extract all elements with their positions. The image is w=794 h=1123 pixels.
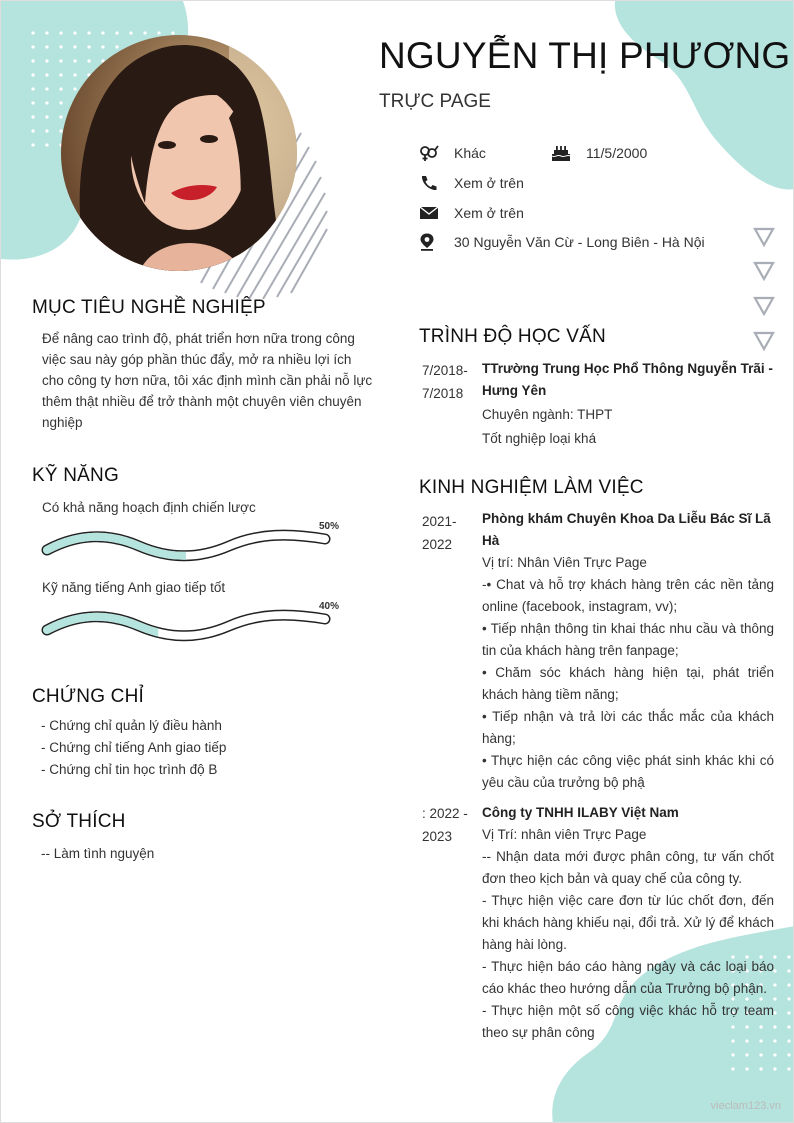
experience-date-end: 2023 (422, 829, 453, 844)
education-major: Chuyên ngành: THPT (482, 407, 613, 422)
experience-line: -- Nhận data mới được phân công, tư vấn chốt đơn theo kịch bản và quay chế của công ty. (482, 849, 774, 886)
certificate-item: - Chứng chỉ quản lý điều hành (41, 718, 222, 733)
location-pin-icon (419, 233, 439, 251)
experience-role: Vị trí: Nhân Viên Trực Page (482, 555, 647, 570)
experience-date-start: 2021- (422, 514, 457, 529)
certificates-title: CHỨNG CHỈ (32, 686, 144, 707)
hobbies-title: SỞ THÍCH (32, 811, 126, 832)
experience-title: KINH NGHIỆM LÀM VIỆC (419, 477, 644, 498)
job-position: TRỰC PAGE (379, 91, 491, 112)
company-name: Phòng khám Chuyên Khoa Da Liễu Bác Sĩ Lã Hà (482, 511, 771, 548)
watermark: vieclam123.vn (710, 1100, 781, 1112)
experience-line: - Thực hiện báo cáo hàng ngày và các loại báo cáo khác theo hướng dẫn của Trưởng bộ phận. (482, 959, 774, 996)
candidate-name: NGUYỄN THỊ PHƯƠNG (379, 35, 791, 76)
school-name: TTrường Trung Học Phổ Thông Nguyễn Trãi - Hưng Yên (482, 361, 773, 398)
skill-percent: 50% (319, 521, 340, 532)
experience-entry (482, 802, 774, 1044)
objective-text: Để nâng cao trình độ, phát triển hơn nữa trong công việc sau này góp phần thúc đẩy, mở ra nhiều lợi ích cho công ty hơn nữa, tôi xác định mình cần phải nỗ lực thêm thật nhiều để trở thành một chuyên viên chuyên nghiệp (42, 331, 373, 430)
experience-date (422, 510, 457, 556)
education-result: Tốt nghiệp loại khá (482, 431, 597, 446)
experience-date-start: : 2022 - (422, 806, 468, 821)
certificate-item: - Chứng chỉ tiếng Anh giao tiếp (41, 740, 227, 755)
avatar (59, 33, 299, 273)
birthday-cake-icon (551, 144, 571, 162)
education-title: TRÌNH ĐỘ HỌC VẤN (419, 326, 606, 347)
phone-icon (419, 174, 439, 192)
hobby-item: -- Làm tình nguyện (41, 846, 155, 861)
education-date-start: 7/2018- (422, 363, 468, 378)
company-name: Công ty TNHH ILABY Việt Nam (482, 805, 679, 820)
skill-percent: 40% (319, 601, 340, 612)
experience-date (422, 802, 468, 848)
experience-line: • Thực hiện các công việc phát sinh khác khi có yêu cầu của trưởng bộ phậ (482, 753, 774, 790)
skills-title: KỸ NĂNG (32, 465, 119, 486)
address-value: 30 Nguyễn Văn Cừ - Long Biên - Hà Nội (454, 234, 705, 250)
triangle-icon (753, 296, 775, 316)
education-date (422, 359, 468, 405)
experience-line: - Thực hiện một số công việc khác hỗ trợ team theo sự phân công (482, 1003, 774, 1040)
skill-label: Có khả năng hoạch định chiến lược (42, 500, 256, 515)
experience-line: - Thực hiện việc care đơn từ lúc chốt đơn, đến khi khách hàng khiếu nại, đổi trả. Xử lý để khách hàng hài lòng. (482, 893, 774, 952)
experience-date-end: 2022 (422, 537, 453, 552)
experience-line: -• Chat và hỗ trợ khách hàng trên các nền tảng online (facebook, instagram, vv); (482, 577, 774, 614)
triangle-icon (753, 261, 775, 281)
triangle-icon (753, 227, 775, 247)
phone-value: Xem ở trên (454, 175, 524, 191)
education-entry (482, 358, 774, 450)
education-date-end: 7/2018 (422, 386, 464, 401)
gender-value: Khác (454, 145, 486, 161)
experience-role: Vị Trí: nhân viên Trực Page (482, 827, 647, 842)
objective-title: MỤC TIÊU NGHỀ NGHIỆP (32, 297, 266, 318)
envelope-icon (419, 204, 439, 222)
experience-line: • Tiếp nhận và trả lời các thắc mắc của khách hàng; (482, 709, 774, 746)
email-value: Xem ở trên (454, 205, 524, 221)
certificate-item: - Chứng chỉ tin học trình độ B (41, 762, 218, 777)
gender-icon (419, 144, 439, 162)
birthday-value: 11/5/2000 (586, 145, 648, 161)
experience-entry (482, 508, 774, 794)
skill-label: Kỹ năng tiếng Anh giao tiếp tốt (42, 580, 226, 595)
skill-progress-wave (39, 609, 334, 643)
experience-line: • Tiếp nhận thông tin khai thác nhu cầu và thông tin của khách hàng trên fanpage; (482, 621, 774, 658)
skill-progress-wave (39, 529, 334, 563)
experience-line: • Chăm sóc khách hàng hiện tại, phát triển khách hàng tiềm năng; (482, 665, 774, 702)
triangle-icon (753, 331, 775, 351)
